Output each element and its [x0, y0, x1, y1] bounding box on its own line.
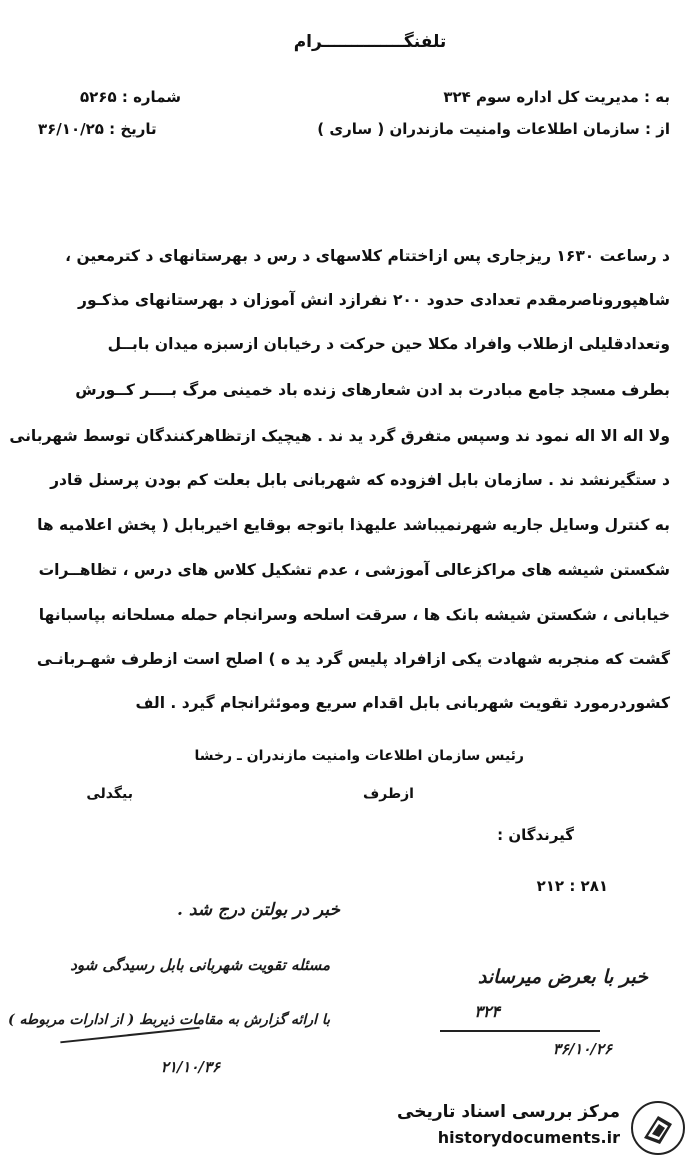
- document-date: تاریخ : ۳۶/۱۰/۲۵: [38, 120, 157, 138]
- body-line-1: د رساعت ۱۶۳۰ ریزجاری پس ازاختتام کلاسهای د رس د بهرستانهای د کترمعین ،: [65, 247, 670, 265]
- handwritten-underline: [60, 1027, 199, 1044]
- handwritten-note-1: خبر در بولتن درج شد .: [177, 900, 340, 920]
- body-line-11: کشوردرمورد تقویت شهربانی بابل اقدام سریع وموئثرانجام گیرد . الف: [135, 694, 670, 712]
- handwritten-date-right: ۳۶/۱۰/۲۶: [552, 1040, 612, 1058]
- watermark-name: مرکز بررسی اسناد تاریخی: [397, 1102, 620, 1122]
- watermark-url: historydocuments.ir: [437, 1128, 620, 1147]
- on-behalf-label: ازطرف: [362, 786, 414, 802]
- body-line-4: بطرف مسجد جامع مبادرت بد ادن شعارهای زنده باد خمینی مرگ بــــر کــورش: [75, 381, 670, 399]
- signature-title: رئیس سازمان اطلاعات وامنیت مازندران ـ رخشا: [194, 748, 524, 764]
- handwritten-note-3: با ارائه گزارش به مقامات ذیربط ( از ادارات مربوطه ): [8, 1012, 330, 1028]
- handwritten-date-left: ۲۱/۱۰/۳۶: [160, 1058, 220, 1076]
- recipients-value: ۲۱۲ : ۲۸۱: [536, 877, 608, 895]
- body-line-9: خیابانی ، شکستن شیشه بانک ها ، سرقت اسلحه وسرانجام حمله مسلحانه بپاسبانها: [38, 606, 670, 624]
- handwritten-note-2: مسئله تقویت شهربانی بابل رسیدگی شود: [70, 956, 330, 974]
- body-line-2: شاهپوروناصرمقدم تعدادی حدود ۲۰۰ نفرازد انش آموزان د بهرستانهای مذکـور: [78, 291, 670, 309]
- recipients-label: گیرندگان :: [497, 826, 574, 844]
- recipient-line: به : مدیریت کل اداره سوم ۳۲۴: [443, 88, 670, 106]
- body-line-3: وتعدادقلیلی ازطلاب وافراد مکلا حین حرکت د رخیابان ازسبزه میدان بابــل: [107, 335, 670, 353]
- body-line-8: شکستن شیشه های مراکزعالی آموزشی ، عدم تشکیل کلاس های درس ، تظاهــرات: [38, 561, 670, 579]
- book-icon: [630, 1100, 686, 1156]
- document-title: تلفنگــــــــــــــرام: [293, 32, 447, 52]
- handwritten-stamp-number: ۳۲۴: [474, 1002, 500, 1021]
- handwritten-stroke: [440, 1030, 600, 1032]
- body-line-10: گشت که منجربه شهادت یکی ازافراد پلیس گرد ید ه ) اصلح است ازطرف شهـربانـی: [36, 650, 670, 668]
- body-line-7: به کنترل وسایل جاریه شهرنمیباشد علیهذا باتوجه بوقایع اخیربابل ( پخش اعلامیه ها: [37, 516, 670, 534]
- signer-name: بیگدلی: [86, 786, 133, 802]
- document-number: شماره : ۵۲۶۵: [80, 88, 181, 106]
- body-line-5: ولا اله الا اله نمود ند وسپس متفرق گرد ید ند . هیچیک ازتظاهرکنندگان توسط شهربانی: [9, 427, 670, 445]
- sender-line: از : سازمان اطلاعات وامنیت مازندران ( ساری ): [317, 120, 670, 138]
- body-line-6: د ستگیرنشد ند . سازمان بابل افزوده که شهربانی بابل بعلت کم بودن پرسنل قادر: [50, 471, 670, 489]
- handwritten-stamp-text: خبر با بعرض میرساند: [477, 966, 648, 988]
- watermark-logo: [397, 1098, 690, 1158]
